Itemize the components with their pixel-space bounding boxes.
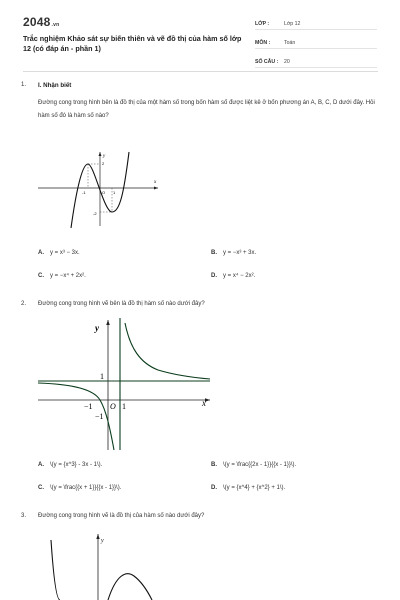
x-axis-label: x [202, 398, 206, 408]
meta-label: SỐ CÂU : [255, 59, 279, 65]
meta-panel [255, 15, 377, 72]
meta-count-row [255, 53, 377, 68]
logo-suffix: .vn [51, 22, 60, 28]
answer-option-a[interactable] [38, 250, 80, 256]
x-axis-label: x [154, 180, 157, 185]
answer-option-c[interactable] [38, 485, 121, 491]
question-2-graph [38, 318, 213, 453]
answer-option-a[interactable] [38, 462, 102, 468]
option-text: y = −x³ + 3x. [223, 250, 257, 256]
question-number: 3. [21, 513, 27, 519]
tick-label: −1 [95, 412, 104, 421]
function-curve [51, 540, 60, 600]
logo-text: 2048 [23, 15, 51, 29]
meta-label: MÔN : [255, 40, 271, 46]
tick-label: 1 [113, 190, 116, 195]
function-curve [108, 574, 152, 600]
meta-subject-row [255, 34, 377, 49]
meta-value: 20 [284, 59, 290, 65]
question-text: Đường cong trong hình vẽ bên là đồ thị hàm số nào dưới đây? [38, 301, 205, 307]
option-text: \(y = {x^4} + {x^2} + 1\). [223, 485, 286, 491]
meta-value: Toán [284, 40, 296, 46]
meta-value: Lớp 12 [284, 21, 301, 27]
tick-label: 2 [102, 161, 105, 166]
origin-label: O [102, 190, 106, 195]
option-text: y = x³ − 3x. [50, 250, 80, 256]
y-axis-arrow [99, 152, 102, 156]
option-letter: A. [38, 250, 44, 256]
meta-label: LỚP : [255, 21, 270, 27]
option-letter: D. [211, 273, 217, 279]
option-text: y = x⁴ − 2x². [223, 273, 256, 279]
tick-label: -1 [82, 190, 86, 195]
answer-option-b[interactable] [211, 462, 296, 468]
question-text: Đường cong trong hình bên là đồ thị của một hàm số trong bốn hàm số được liệt kê ở bốn phương án A, B, C, D dưới đây. Hỏi hàm số đó là hàm số nào? [38, 100, 375, 119]
option-text: \(y = {x^3} - 3x - 1\). [50, 462, 103, 468]
hyperbola-right-branch [125, 323, 210, 379]
tick-label: 1 [122, 402, 126, 411]
section-heading: I. Nhận biết [38, 82, 72, 89]
y-axis-label: y [103, 154, 106, 159]
question-text: Đường cong trong hình vẽ là đồ thị của hàm số nào dưới đây? [38, 513, 205, 519]
option-letter: C. [38, 485, 44, 491]
option-letter: B. [211, 462, 217, 468]
y-axis-label: y [101, 538, 104, 544]
question-number: 2. [21, 301, 27, 307]
x-axis-arrow [154, 187, 158, 190]
answer-option-d[interactable] [211, 273, 255, 279]
y-axis-arrow [106, 320, 110, 325]
answer-option-d[interactable] [211, 485, 285, 491]
option-letter: B. [211, 250, 217, 256]
meta-class-row [255, 15, 377, 30]
tick-label: −1 [84, 402, 93, 411]
option-letter: C. [38, 273, 44, 279]
option-text: \(y = \frac{{2x - 1}}{{x - 1}}\). [223, 462, 297, 468]
question-number: 1. [21, 82, 27, 88]
option-text: \(y = \frac{{x + 1}}{{x - 1}}\). [50, 485, 122, 491]
answer-option-c[interactable] [38, 273, 86, 279]
answer-option-b[interactable] [211, 250, 256, 256]
tick-label: 1 [100, 372, 104, 381]
header-divider [23, 71, 378, 72]
site-logo[interactable] [23, 15, 59, 29]
option-letter: A. [38, 462, 44, 468]
option-text: y = −x⁴ + 2x². [50, 273, 86, 279]
option-letter: D. [211, 485, 217, 491]
page-title: Trắc nghiệm Khảo sát sự biến thiên và vẽ đồ thị của hàm số lớp 12 (có đáp án - phần 1) [23, 34, 242, 53]
tick-label: -2 [93, 211, 97, 216]
origin-label: O [110, 402, 116, 411]
question-3-graph [38, 530, 178, 600]
y-axis-label: y [95, 323, 99, 333]
y-axis-arrow [96, 534, 99, 539]
question-1-graph [38, 152, 168, 232]
